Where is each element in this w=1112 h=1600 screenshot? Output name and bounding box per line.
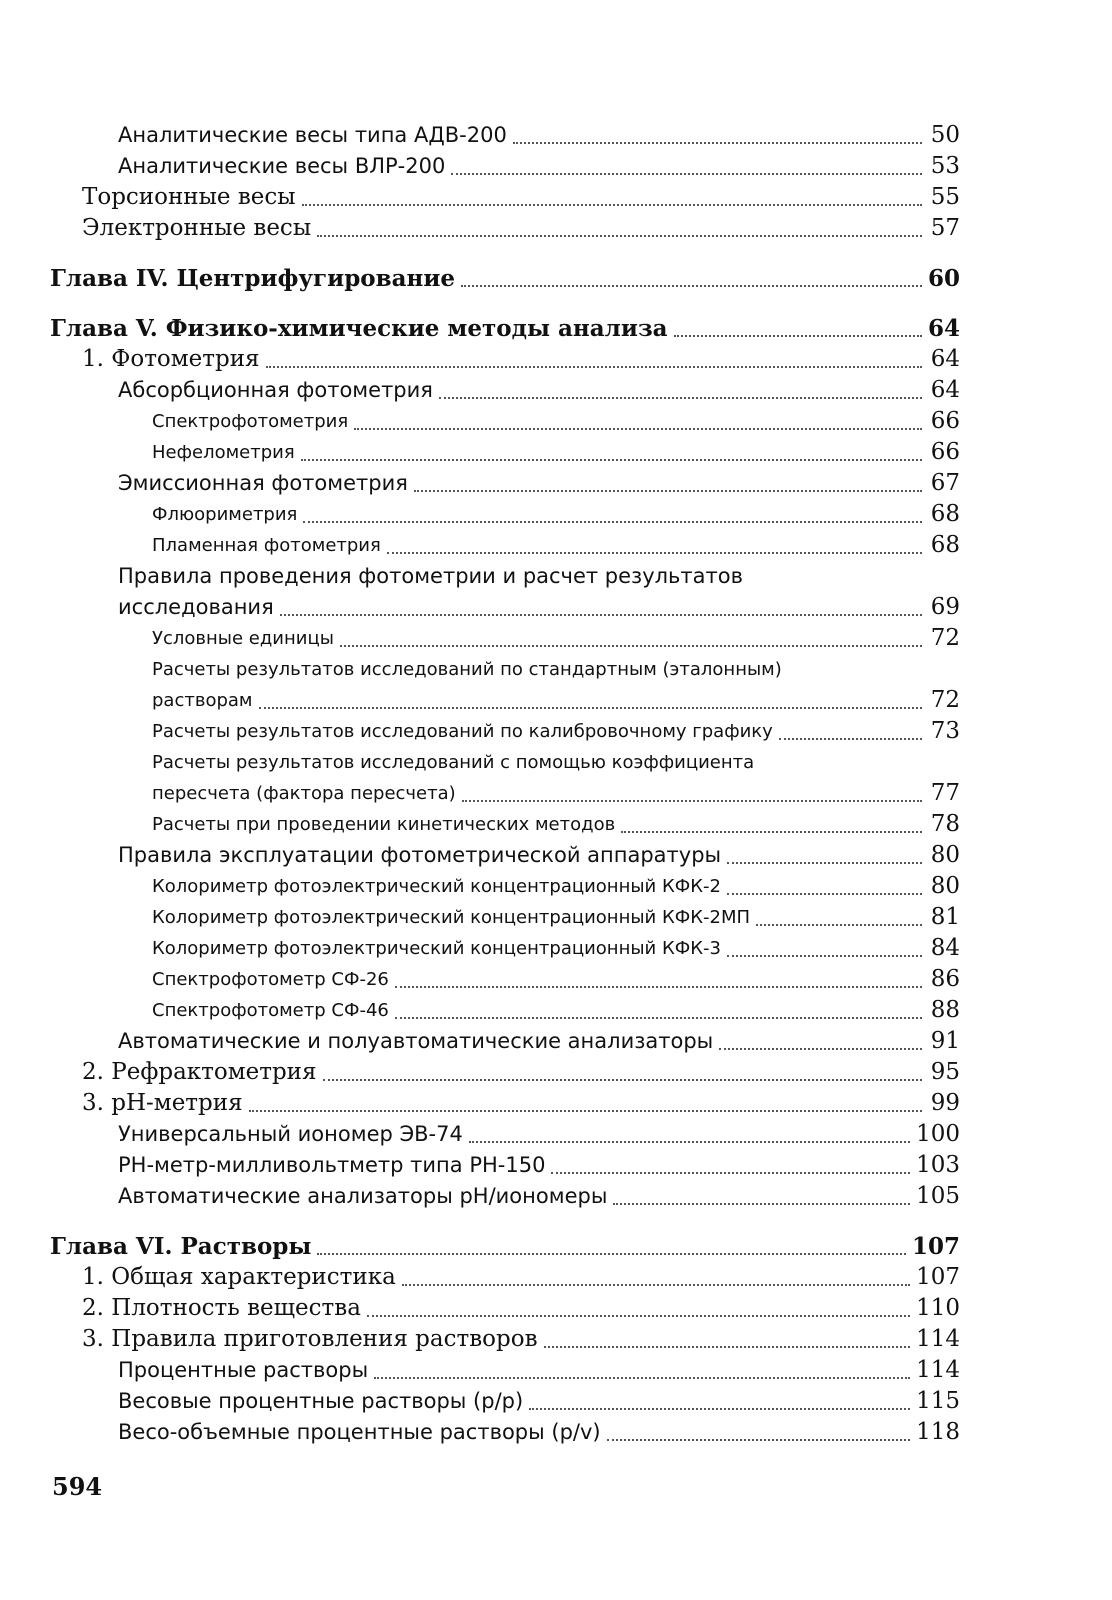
toc-entry [50, 933, 960, 964]
dot-leader [529, 1408, 910, 1410]
toc-entry-title-continued: пересчета (фактора пересчета) [152, 783, 456, 804]
toc-entry-title: Расчеты при проведении кинетических методов [152, 814, 616, 835]
dot-leader [374, 1377, 910, 1379]
toc-entry-title: Спектрофотометр СФ-26 [152, 969, 389, 990]
toc-entry-title: Правила эксплуатации фотометрической аппаратуры [118, 843, 722, 867]
toc-entry-title: Нефелометрия [152, 442, 295, 463]
toc-entry [50, 1324, 960, 1355]
toc-entry [50, 530, 960, 561]
toc-page-number: 118 [916, 1419, 960, 1445]
toc-page-number: 114 [916, 1357, 960, 1383]
toc-entry-title: Расчеты результатов исследований по стандартным (эталонным) [152, 659, 782, 680]
toc-entry-title: Флюориметрия [152, 504, 298, 525]
toc-entry [50, 375, 960, 406]
toc-entry-title: Автоматические анализаторы pH/иономеры [118, 1184, 608, 1208]
dot-leader [259, 707, 923, 709]
toc-entry-title: Эмиссионная фотометрия [118, 471, 408, 495]
toc-entry [50, 1057, 960, 1088]
toc-page-number: 115 [916, 1388, 960, 1414]
dot-leader [779, 738, 922, 740]
dot-leader [317, 235, 922, 237]
dot-leader [727, 862, 922, 864]
toc-entry-title: Расчеты результатов исследований с помощью коэффициента [152, 752, 755, 773]
toc-page-number: 72 [930, 625, 960, 651]
toc-entry [50, 747, 960, 809]
toc-entry-title: Спектрофотометрия [152, 411, 349, 432]
toc-entry [50, 1231, 960, 1262]
toc-page-number: 81 [930, 904, 960, 930]
toc-page-number: 103 [916, 1152, 960, 1178]
dot-leader [301, 459, 922, 461]
toc-entry [50, 1355, 960, 1386]
toc-entry [50, 499, 960, 530]
toc-page-number: 107 [916, 1264, 960, 1290]
toc-page-number: 64 [930, 377, 960, 403]
toc-entry-title: Абсорбционная фотометрия [118, 378, 433, 402]
toc-page-number: 64 [927, 315, 960, 342]
toc-entry-title: Процентные растворы [118, 1358, 369, 1382]
toc-entry [50, 263, 960, 294]
dot-leader [607, 1439, 910, 1441]
page-number: 594 [52, 1472, 103, 1501]
table-of-contents [50, 120, 960, 1448]
toc-entry-title: Правила проведения фотометрии и расчет результатов [118, 564, 743, 588]
toc-entry [50, 1417, 960, 1448]
toc-entry-title: Глава VI. Растворы [50, 1233, 312, 1260]
dot-leader [451, 173, 922, 175]
dot-leader [461, 285, 922, 287]
dot-leader [303, 521, 922, 523]
dot-leader [469, 1141, 910, 1143]
toc-page-number: 86 [930, 966, 960, 992]
dot-leader [674, 335, 922, 337]
toc-page-number: 72 [930, 687, 960, 713]
toc-page-number: 64 [930, 346, 960, 372]
dot-leader [354, 428, 922, 430]
dot-leader [402, 1284, 910, 1286]
dot-leader [719, 1048, 922, 1050]
toc-entry-title: 2. Плотность вещества [82, 1295, 361, 1321]
toc-entry [50, 120, 960, 151]
toc-entry [50, 213, 960, 244]
dot-leader [544, 1346, 911, 1348]
toc-page-number: 80 [930, 842, 960, 868]
toc-entry [50, 902, 960, 933]
dot-leader [414, 490, 922, 492]
toc-page-number: 50 [930, 122, 960, 148]
toc-entry-title: Весовые процентные растворы (р/р) [118, 1389, 524, 1413]
dot-leader [323, 1079, 922, 1081]
dot-leader [513, 142, 922, 144]
dot-leader [551, 1172, 910, 1174]
toc-page-number: 99 [930, 1090, 960, 1116]
toc-page-number: 67 [930, 470, 960, 496]
toc-entry-title: Торсионные весы [82, 184, 296, 210]
toc-page-number: 95 [930, 1059, 960, 1085]
toc-entry-title: Колориметр фотоэлектрический концентрационный КФК-2 [152, 876, 721, 897]
toc-entry-title: Глава IV. Центрифугирование [50, 265, 456, 292]
toc-entry-title: Электронные весы [82, 215, 312, 241]
toc-entry [50, 1119, 960, 1150]
toc-page-number: 66 [930, 408, 960, 434]
toc-page-number: 105 [916, 1183, 960, 1209]
toc-entry [50, 964, 960, 995]
toc-entry-title: 1. Фотометрия [82, 346, 260, 372]
toc-entry-title: Спектрофотометр СФ-46 [152, 1000, 389, 1021]
toc-entry [50, 561, 960, 623]
toc-page-number: 100 [916, 1121, 960, 1147]
dot-leader [395, 986, 922, 988]
toc-entry [50, 344, 960, 375]
toc-entry [50, 1386, 960, 1417]
toc-page-number: 77 [930, 780, 960, 806]
toc-entry-title: Аналитические весы ВЛР-200 [118, 154, 446, 178]
toc-entry-title: Автоматические и полуавтоматические анализаторы [118, 1029, 714, 1053]
toc-entry [50, 468, 960, 499]
toc-page-number: 60 [927, 265, 960, 292]
toc-entry-title: 2. Рефрактометрия [82, 1059, 317, 1085]
toc-entry-title: Расчеты результатов исследований по калибровочному графику [152, 721, 773, 742]
dot-leader [266, 366, 922, 368]
toc-page-number: 107 [911, 1233, 960, 1260]
toc-page-number: 114 [916, 1326, 960, 1352]
toc-entry [50, 1150, 960, 1181]
dot-leader [613, 1203, 910, 1205]
toc-entry-title: Универсальный иономер ЭВ-74 [118, 1122, 463, 1146]
dot-leader [340, 645, 922, 647]
toc-entry-title: Пламенная фотометрия [152, 535, 381, 556]
dot-leader [462, 800, 922, 802]
toc-entry-title: РН-метр-милливольтметр типа РН-150 [118, 1153, 546, 1177]
toc-page-number: 57 [930, 215, 960, 241]
toc-page-number: 91 [930, 1028, 960, 1054]
toc-entry-title: Условные единицы [152, 628, 334, 649]
toc-page-number: 68 [930, 501, 960, 527]
dot-leader [439, 397, 922, 399]
toc-entry-title: Колориметр фотоэлектрический концентрационный КФК-2МП [152, 907, 751, 928]
toc-entry [50, 871, 960, 902]
dot-leader [302, 204, 922, 206]
toc-page-number: 53 [930, 153, 960, 179]
dot-leader [727, 955, 922, 957]
dot-leader [317, 1253, 906, 1255]
toc-page-number: 88 [930, 997, 960, 1023]
toc-page-number: 69 [930, 594, 960, 620]
toc-entry-title-continued: исследования [118, 595, 274, 619]
toc-page-number: 73 [930, 718, 960, 744]
toc-entry [50, 623, 960, 654]
toc-entry-title: Колориметр фотоэлектрический концентрационный КФК-3 [152, 938, 721, 959]
dot-leader [249, 1110, 922, 1112]
dot-leader [395, 1017, 922, 1019]
toc-entry [50, 406, 960, 437]
toc-entry [50, 1262, 960, 1293]
toc-entry-title: 3. pH-метрия [82, 1090, 243, 1116]
toc-entry [50, 840, 960, 871]
toc-entry-title-continued: растворам [152, 690, 253, 711]
toc-entry [50, 995, 960, 1026]
toc-entry [50, 182, 960, 213]
toc-entry-title: Аналитические весы типа АДВ-200 [118, 123, 507, 147]
toc-entry-title: 1. Общая характеристика [82, 1264, 396, 1290]
toc-page-number: 55 [930, 184, 960, 210]
dot-leader [387, 552, 922, 554]
toc-entry [50, 654, 960, 716]
toc-entry [50, 313, 960, 344]
toc-entry [50, 1026, 960, 1057]
toc-entry [50, 716, 960, 747]
toc-page-number: 66 [930, 439, 960, 465]
toc-page-number: 80 [930, 873, 960, 899]
toc-entry [50, 437, 960, 468]
dot-leader [621, 831, 922, 833]
toc-entry-title: Глава V. Физико-химические методы анализа [50, 315, 668, 342]
dot-leader [756, 924, 922, 926]
toc-page-number: 84 [930, 935, 960, 961]
toc-entry [50, 1293, 960, 1324]
toc-entry [50, 1181, 960, 1212]
dot-leader [727, 893, 922, 895]
toc-entry-title: 3. Правила приготовления растворов [82, 1326, 538, 1352]
toc-entry [50, 151, 960, 182]
toc-entry [50, 1088, 960, 1119]
toc-entry [50, 809, 960, 840]
toc-page-number: 78 [930, 811, 960, 837]
dot-leader [280, 614, 922, 616]
toc-page-number: 110 [916, 1295, 960, 1321]
dot-leader [367, 1315, 910, 1317]
toc-page-number: 68 [930, 532, 960, 558]
toc-entry-title: Весо-объемные процентные растворы (p/v) [118, 1420, 601, 1444]
